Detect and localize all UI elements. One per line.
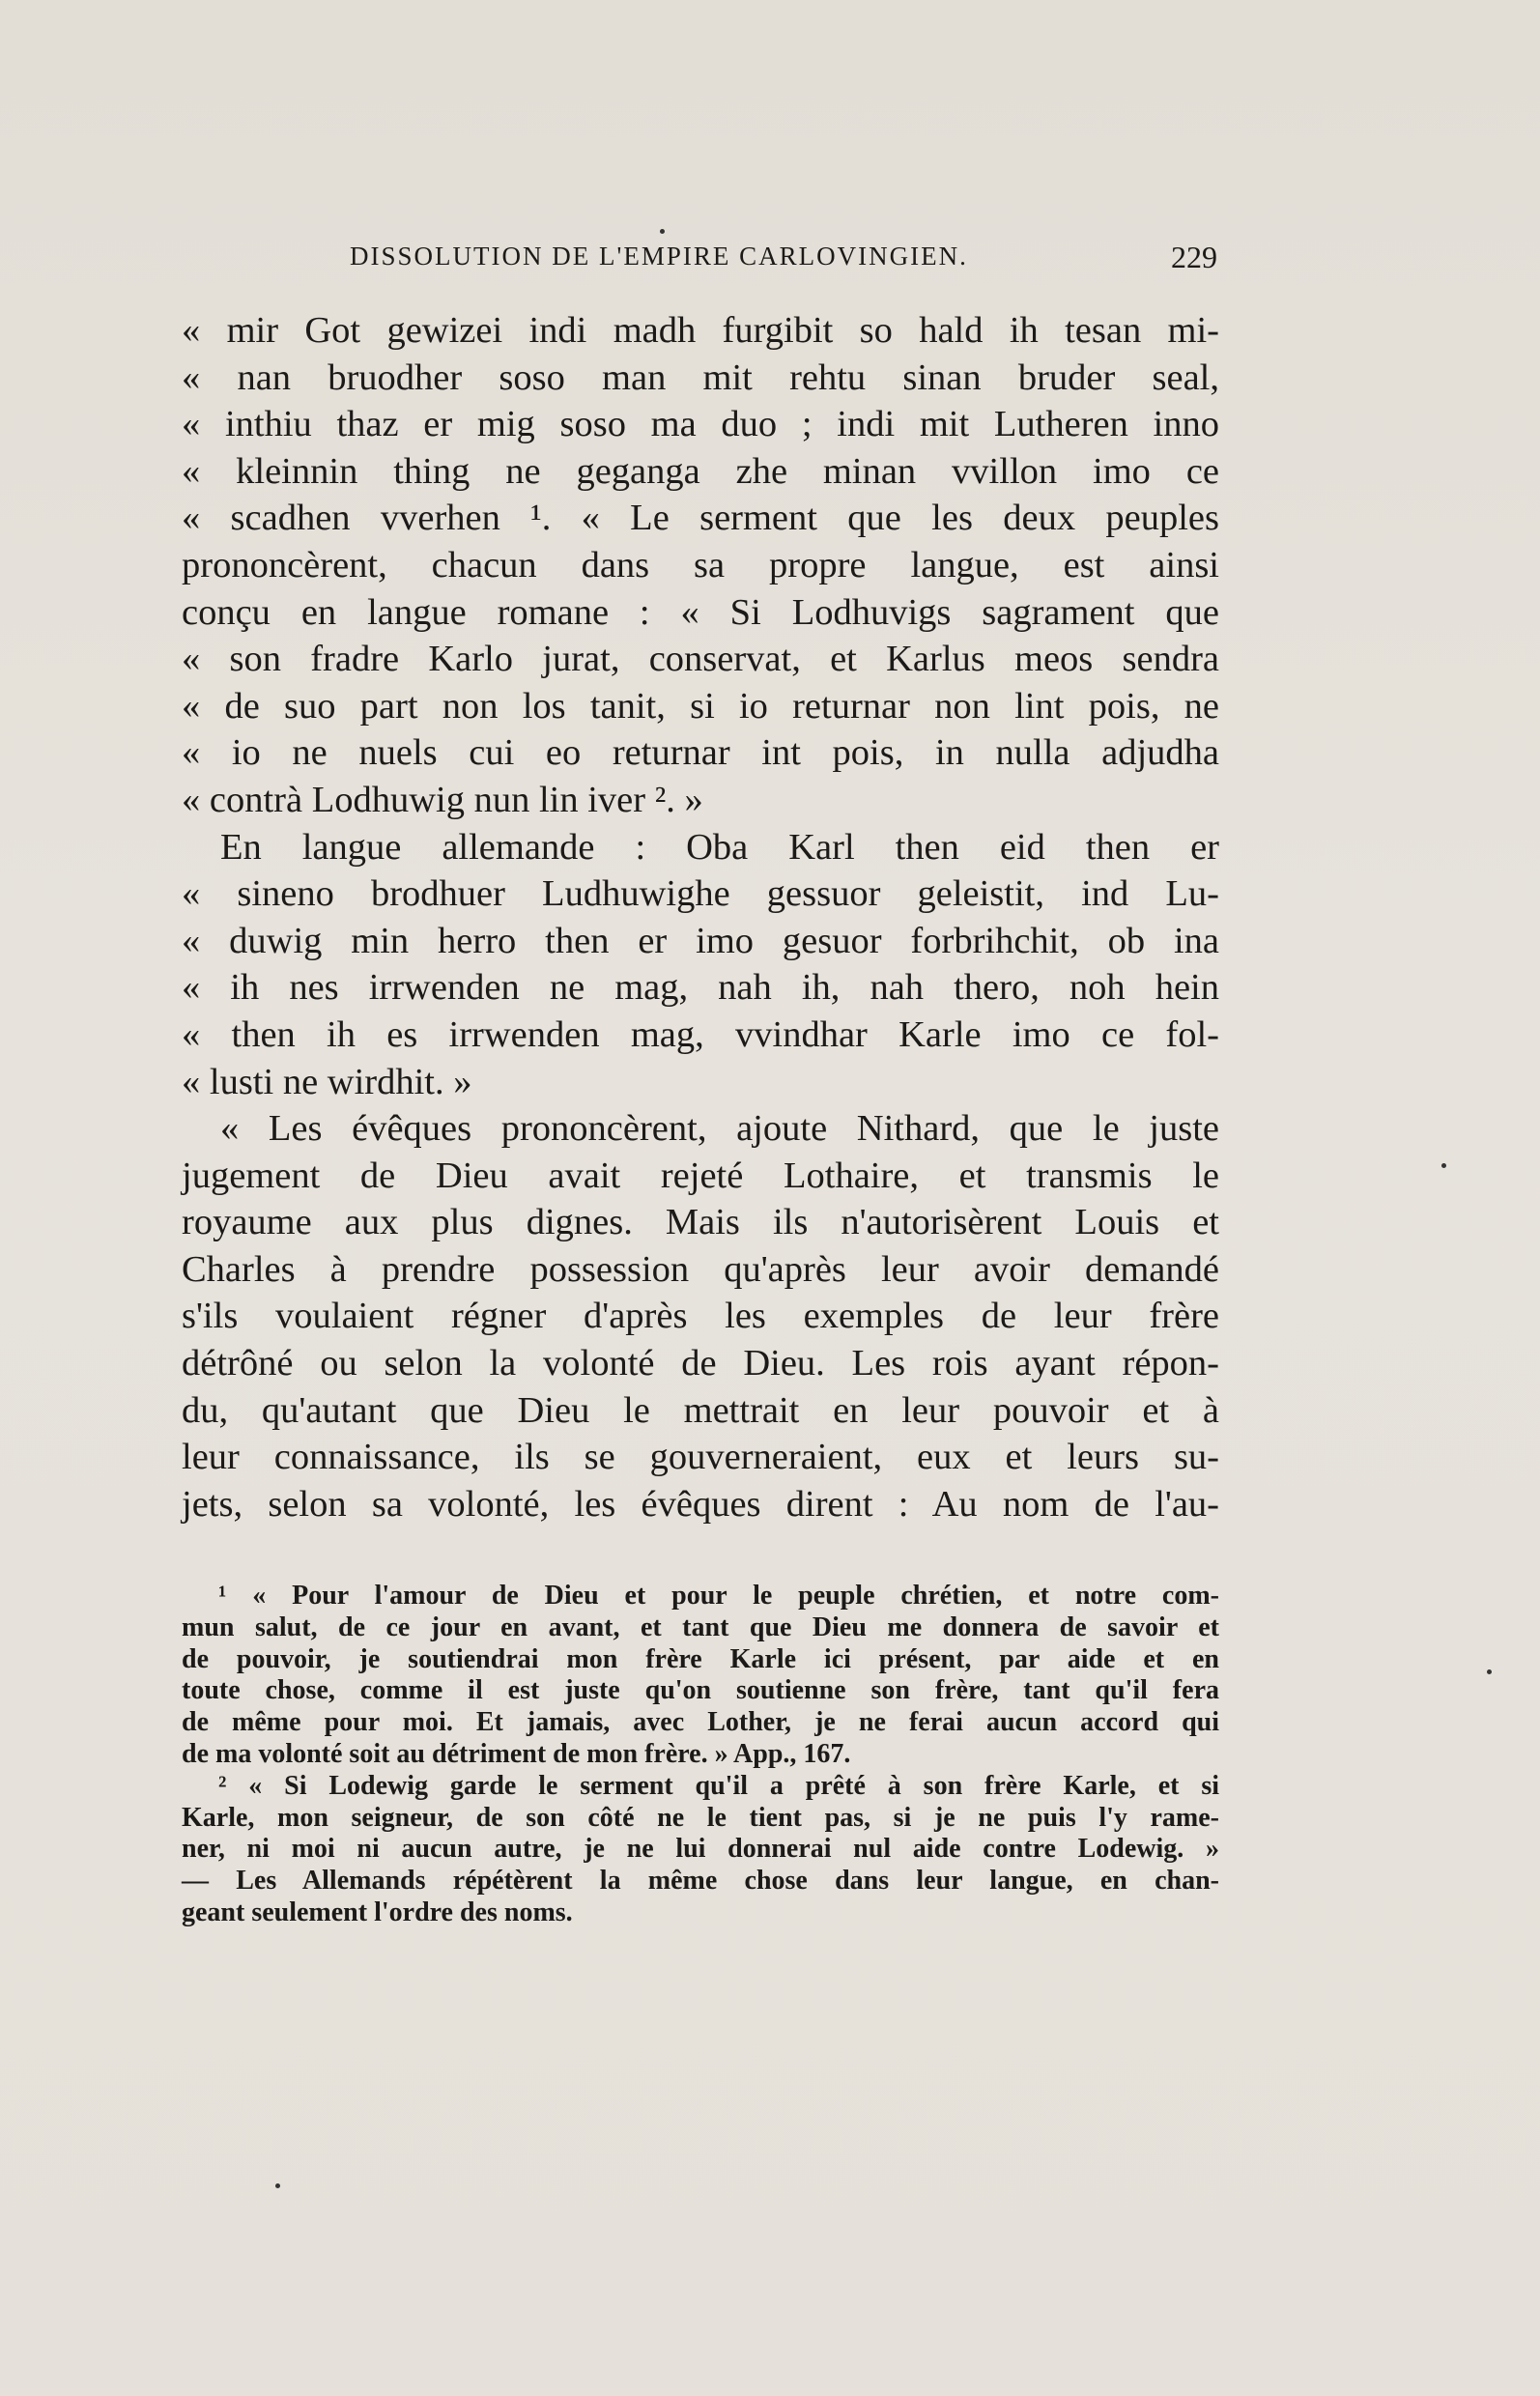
body-line: « son fradre Karlo jurat, conservat, et Karlus meos sendra xyxy=(182,639,1219,680)
body-line: prononcèrent, chacun dans sa propre langue, est ainsi xyxy=(182,544,1219,585)
running-title: DISSOLUTION DE L'EMPIRE CARLOVINGIEN. xyxy=(350,242,968,271)
body-line: s'ils voulaient régner d'après les exemples de leur frère xyxy=(182,1296,1219,1337)
body-line: En langue allemande : Oba Karl then eid then er xyxy=(220,826,1219,868)
body-line: « inthiu thaz er mig soso ma duo ; indi mit Lutheren inno xyxy=(182,404,1219,445)
body-line: « contrà Lodhuwig nun lin iver ². » xyxy=(182,779,703,820)
body-line: « nan bruodher soso man mit rehtu sinan bruder seal, xyxy=(182,357,1219,398)
footnotes xyxy=(182,1581,1219,1929)
footnote-line: ner, ni moi ni aucun autre, je ne lui donnerai nul aide contre Lodewig. » xyxy=(182,1834,1219,1865)
body-line: royaume aux plus dignes. Mais ils n'autorisèrent Louis et xyxy=(182,1202,1219,1243)
body-line: « mir Got gewizei indi madh furgibit so hald ih tesan mi- xyxy=(182,310,1219,351)
body-line: « de suo part non los tanit, si io returnar non lint pois, ne xyxy=(182,685,1219,727)
footnote-line: geant seulement l'ordre des noms. xyxy=(182,1897,573,1927)
body-line: « scadhen vverhen ¹. « Le serment que les deux peuples xyxy=(182,498,1219,539)
paper-speck xyxy=(660,229,665,234)
body-line: « then ih es irrwenden mag, vvindhar Karle imo ce fol- xyxy=(182,1013,1219,1055)
body-line: « kleinnin thing ne geganga zhe minan vvillon imo ce xyxy=(182,450,1219,492)
footnote-line: ¹ « Pour l'amour de Dieu et pour le peuple chrétien, et notre com- xyxy=(218,1581,1219,1611)
body-line: Charles à prendre possession qu'après leur avoir demandé xyxy=(182,1248,1219,1290)
paper-speck xyxy=(1487,1669,1492,1674)
body-line: « ih nes irrwenden ne mag, nah ih, nah thero, noh hein xyxy=(182,967,1219,1009)
body-line: détrôné ou selon la volonté de Dieu. Les rois ayant répon- xyxy=(182,1343,1219,1384)
footnote-line: de ma volonté soit au détriment de mon frère. » App., 167. xyxy=(182,1738,851,1769)
footnote-line: mun salut, de ce jour en avant, et tant que Dieu me donnera de savoir et xyxy=(182,1612,1219,1642)
paper-speck xyxy=(275,2183,280,2188)
body-line: « sineno brodhuer Ludhuwighe gessuor geleistit, ind Lu- xyxy=(182,873,1219,915)
paper-speck xyxy=(1441,1163,1446,1168)
body-line: du, qu'autant que Dieu le mettrait en leur pouvoir et à xyxy=(182,1389,1219,1431)
footnote-line: de même pour moi. Et jamais, avec Lother, je ne ferai aucun accord qui xyxy=(182,1707,1219,1738)
page-header xyxy=(350,242,1217,280)
footnote-line: — Les Allemands répétèrent la même chose dans leur langue, en chan- xyxy=(182,1866,1219,1897)
body-line: leur connaissance, ils se gouverneraient, eux et leurs su- xyxy=(182,1437,1219,1478)
body-line: « lusti ne wirdhit. » xyxy=(182,1061,472,1102)
body-text xyxy=(182,307,1219,1527)
body-line: conçu en langue romane : « Si Lodhuvigs sagrament que xyxy=(182,591,1219,633)
footnote-line: toute chose, comme il est juste qu'on soutienne son frère, tant qu'il fera xyxy=(182,1675,1219,1706)
body-line: « Les évêques prononcèrent, ajoute Nithard, que le juste xyxy=(220,1108,1219,1150)
body-line: jugement de Dieu avait rejeté Lothaire, et transmis le xyxy=(182,1155,1219,1196)
footnote-line: de pouvoir, je soutiendrai mon frère Karle ici présent, par aide et en xyxy=(182,1643,1219,1674)
body-line: « io ne nuels cui eo returnar int pois, in nulla adjudha xyxy=(182,732,1219,774)
footnote-line: Karle, mon seigneur, de son côté ne le tient pas, si je ne puis l'y rame- xyxy=(182,1802,1219,1833)
body-line: jets, selon sa volonté, les évêques dirent : Au nom de l'au- xyxy=(182,1483,1219,1525)
page-number: 229 xyxy=(1171,240,1217,274)
body-line: « duwig min herro then er imo gesuor forbrihchit, ob ina xyxy=(182,920,1219,961)
footnote-line: ² « Si Lodewig garde le serment qu'il a prêté à son frère Karle, et si xyxy=(218,1770,1219,1801)
